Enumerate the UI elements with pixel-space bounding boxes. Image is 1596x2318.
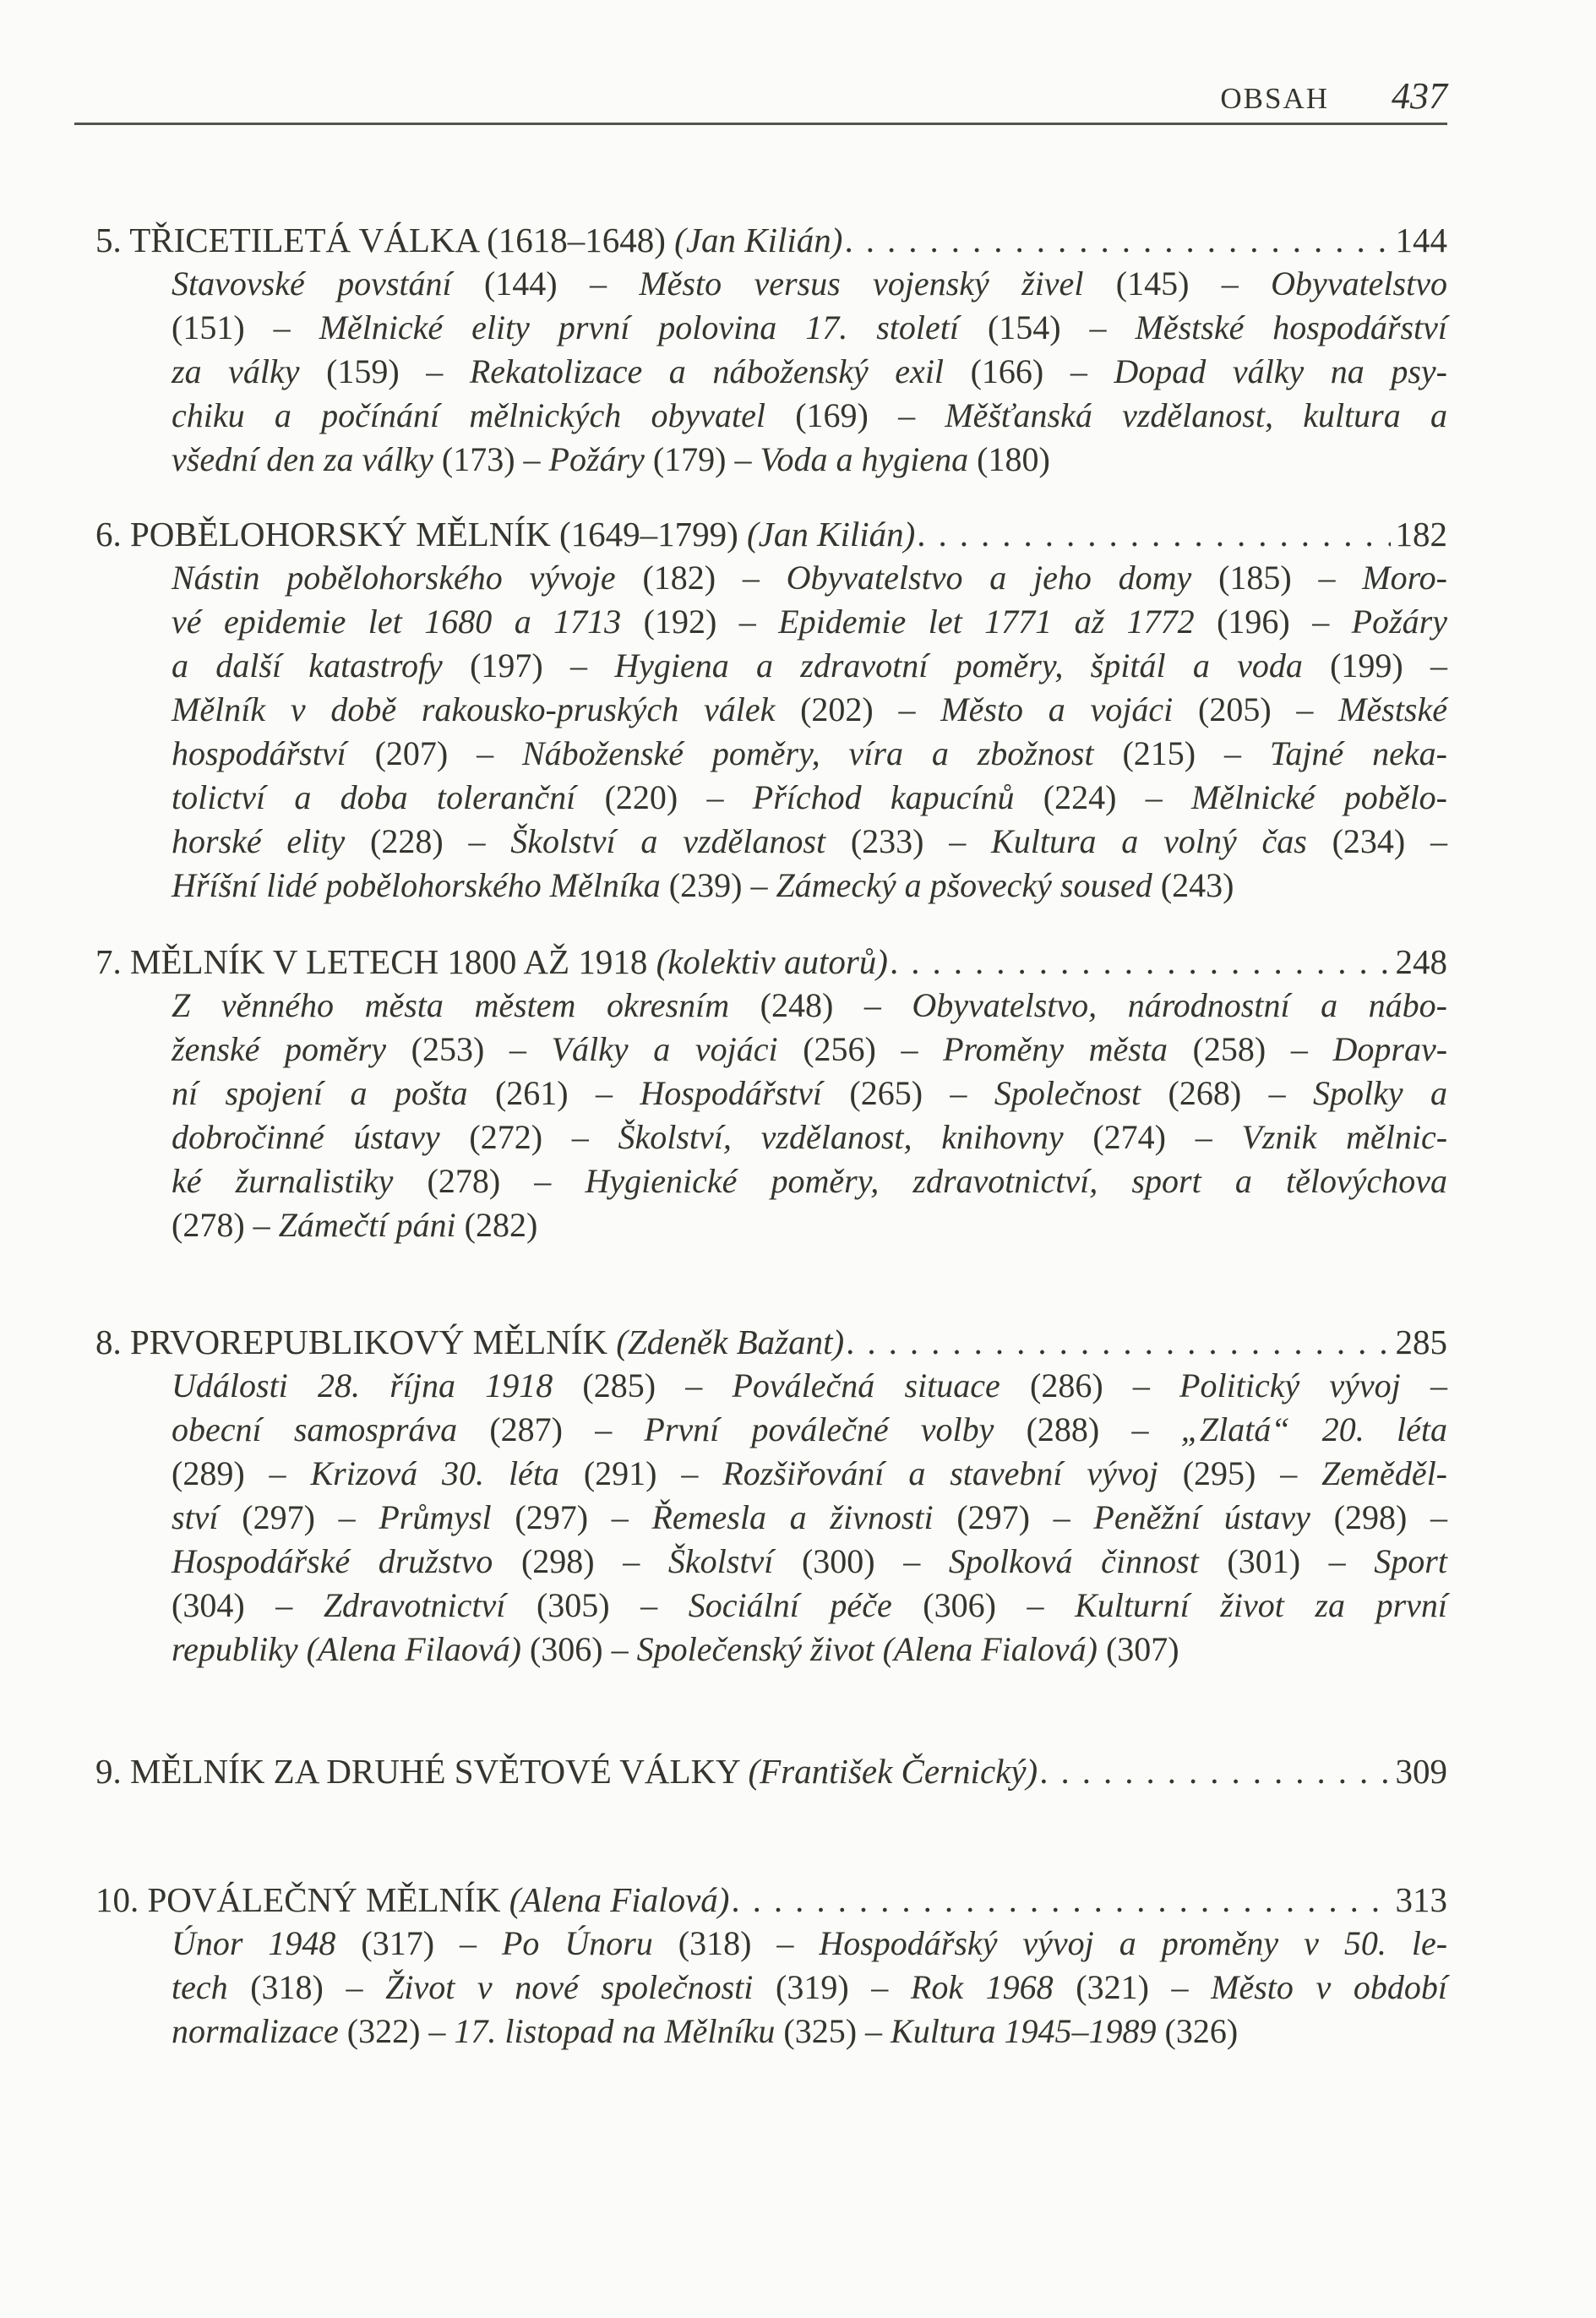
chapter-heading xyxy=(95,1878,1447,1922)
dot-leader xyxy=(844,218,1390,262)
description-line: Hříšní lidé pobělohorského Mělníka (239) – Zámecký a pšovecký soused (243) xyxy=(172,866,1234,904)
chapter-title: 8. PRVOREPUBLIKOVÝ MĚLNÍK (Zdeněk Bažant) xyxy=(95,1323,845,1361)
toc-entry xyxy=(95,218,1447,482)
description-line: tech (318) – Život v nové společnosti (319) – Rok 1968 (321) – Město v období xyxy=(172,1968,1448,2006)
description-line: Stavovské povstání (144) – Město versus vojenský živel (145) – Obyvatelstvo xyxy=(172,265,1447,303)
chapter-description xyxy=(172,262,1447,482)
header-rule xyxy=(74,123,1447,125)
chapter-author: (Zdeněk Bažant) xyxy=(616,1323,845,1361)
toc-entry xyxy=(95,940,1447,1247)
description-line: normalizace (322) – 17. listopad na Mělníku (325) – Kultura 1945–1989 (326) xyxy=(172,2012,1239,2050)
description-line: tolictví a doba toleranční (220) – Příchod kapucínů (224) – Mělnické pobělo- xyxy=(172,778,1447,816)
toc-chapters xyxy=(95,218,1447,2053)
chapter-author: (František Černický) xyxy=(748,1752,1038,1791)
chapter-description xyxy=(172,1922,1447,2053)
description-line: za války (159) – Rekatolizace a náboženský exil (166) – Dopad války na psy- xyxy=(172,352,1447,390)
chapter-title: 6. POBĚLOHORSKÝ MĚLNÍK (1649–1799) (Jan Kilián) xyxy=(95,515,916,554)
description-line: dobročinné ústavy (272) – Školství, vzdělanost, knihovny (274) – Vznik mělnic- xyxy=(172,1118,1448,1156)
chapter-page-number: 309 xyxy=(1395,1752,1447,1791)
chapter-description xyxy=(172,1364,1447,1672)
chapter-author: (Alena Fialová) xyxy=(509,1880,730,1919)
dot-leader xyxy=(917,512,1390,556)
description-line: Mělník v době rakousko-pruských válek (202) – Město a vojáci (205) – Městské xyxy=(172,690,1447,728)
dot-leader xyxy=(731,1878,1390,1922)
dot-leader xyxy=(890,940,1391,984)
chapter-page-number: 248 xyxy=(1395,942,1447,981)
description-line: (278) – Zámečtí páni (282) xyxy=(172,1206,538,1244)
chapter-page-number: 285 xyxy=(1395,1323,1447,1361)
chapter-page-number: 144 xyxy=(1395,221,1447,259)
running-head xyxy=(95,0,1447,117)
description-line: ké žurnalistiky (278) – Hygienické poměry, zdravotnictví, sport a tělovýchova xyxy=(172,1162,1447,1200)
chapter-title: 7. MĚLNÍK V LETECH 1800 AŽ 1918 (kolektiv autorů) xyxy=(95,942,888,981)
chapter-description xyxy=(172,984,1447,1247)
chapter-heading xyxy=(95,940,1447,984)
chapter-heading xyxy=(95,218,1447,262)
description-line: (289) – Krizová 30. léta (291) – Rozšiřování a stavební vývoj (295) – Zeměděl- xyxy=(172,1454,1447,1492)
chapter-author: (Jan Kilián) xyxy=(674,221,843,259)
chapter-page-number: 182 xyxy=(1395,515,1447,554)
chapter-title: 5. TŘICETILETÁ VÁLKA (1618–1648) (Jan Kilián) xyxy=(95,221,843,259)
description-line: a další katastrofy (197) – Hygiena a zdravotní poměry, špitál a voda (199) – xyxy=(172,646,1447,684)
description-line: Události 28. října 1918 (285) – Poválečná situace (286) – Politický vývoj – xyxy=(172,1366,1447,1404)
chapter-description xyxy=(172,556,1447,908)
description-line: Hospodářské družstvo (298) – Školství (300) – Spolková činnost (301) – Sport xyxy=(172,1542,1447,1580)
chapter-title: 9. MĚLNÍK ZA DRUHÉ SVĚTOVÉ VÁLKY (František Černický) xyxy=(95,1752,1038,1791)
description-line: Nástin pobělohorského vývoje (182) – Obyvatelstvo a jeho domy (185) – Moro- xyxy=(172,559,1447,597)
description-line: Únor 1948 (317) – Po Únoru (318) – Hospodářský vývoj a proměny v 50. le- xyxy=(172,1924,1448,1962)
description-line: republiky (Alena Filaová) (306) – Společenský život (Alena Fialová) (307) xyxy=(172,1630,1179,1668)
chapter-title: 10. POVÁLEČNÝ MĚLNÍK (Alena Fialová) xyxy=(95,1880,730,1919)
description-line: horské elity (228) – Školství a vzdělanost (233) – Kultura a volný čas (234) – xyxy=(172,822,1447,860)
description-line: hospodářství (207) – Náboženské poměry, víra a zbožnost (215) – Tajné neka- xyxy=(172,734,1447,772)
chapter-heading xyxy=(95,1320,1447,1364)
chapter-heading xyxy=(95,1749,1447,1793)
description-line: vé epidemie let 1680 a 1713 (192) – Epidemie let 1771 až 1772 (196) – Požáry xyxy=(172,603,1447,641)
description-line: ní spojení a pošta (261) – Hospodářství (265) – Společnost (268) – Spolky a xyxy=(172,1074,1447,1112)
toc-entry xyxy=(95,1749,1447,1793)
description-line: všední den za války (173) – Požáry (179) – Voda a hygiena (180) xyxy=(172,440,1050,478)
toc-entry xyxy=(95,1878,1447,2053)
description-line: Z věnného města městem okresním (248) – Obyvatelstvo, národnostní a nábo- xyxy=(172,986,1447,1024)
toc-entry xyxy=(95,512,1447,908)
page-header-title: OBSAH xyxy=(1220,82,1329,115)
chapter-author: (kolektiv autorů) xyxy=(656,942,888,981)
description-line: ství (297) – Průmysl (297) – Řemesla a živnosti (297) – Peněžní ústavy (298) – xyxy=(172,1498,1447,1536)
chapter-heading xyxy=(95,512,1447,556)
page-number: 437 xyxy=(1392,75,1447,117)
chapter-page-number: 313 xyxy=(1395,1880,1447,1919)
description-line: (151) – Mělnické elity první polovina 17. století (154) – Městské hospodářství xyxy=(172,308,1447,346)
description-line: (304) – Zdravotnictví (305) – Sociální péče (306) – Kulturní život za první xyxy=(172,1586,1448,1624)
description-line: chiku a počínání mělnických obyvatel (169) – Měšťanská vzdělanost, kultura a xyxy=(172,396,1447,434)
toc-entry xyxy=(95,1320,1447,1672)
chapter-author: (Jan Kilián) xyxy=(747,515,916,554)
description-line: ženské poměry (253) – Války a vojáci (256) – Proměny města (258) – Doprav- xyxy=(172,1030,1448,1068)
dot-leader xyxy=(846,1320,1390,1364)
dot-leader xyxy=(1039,1749,1390,1793)
description-line: obecní samospráva (287) – První poválečné volby (288) – „Zlatá“ 20. léta xyxy=(172,1410,1447,1448)
